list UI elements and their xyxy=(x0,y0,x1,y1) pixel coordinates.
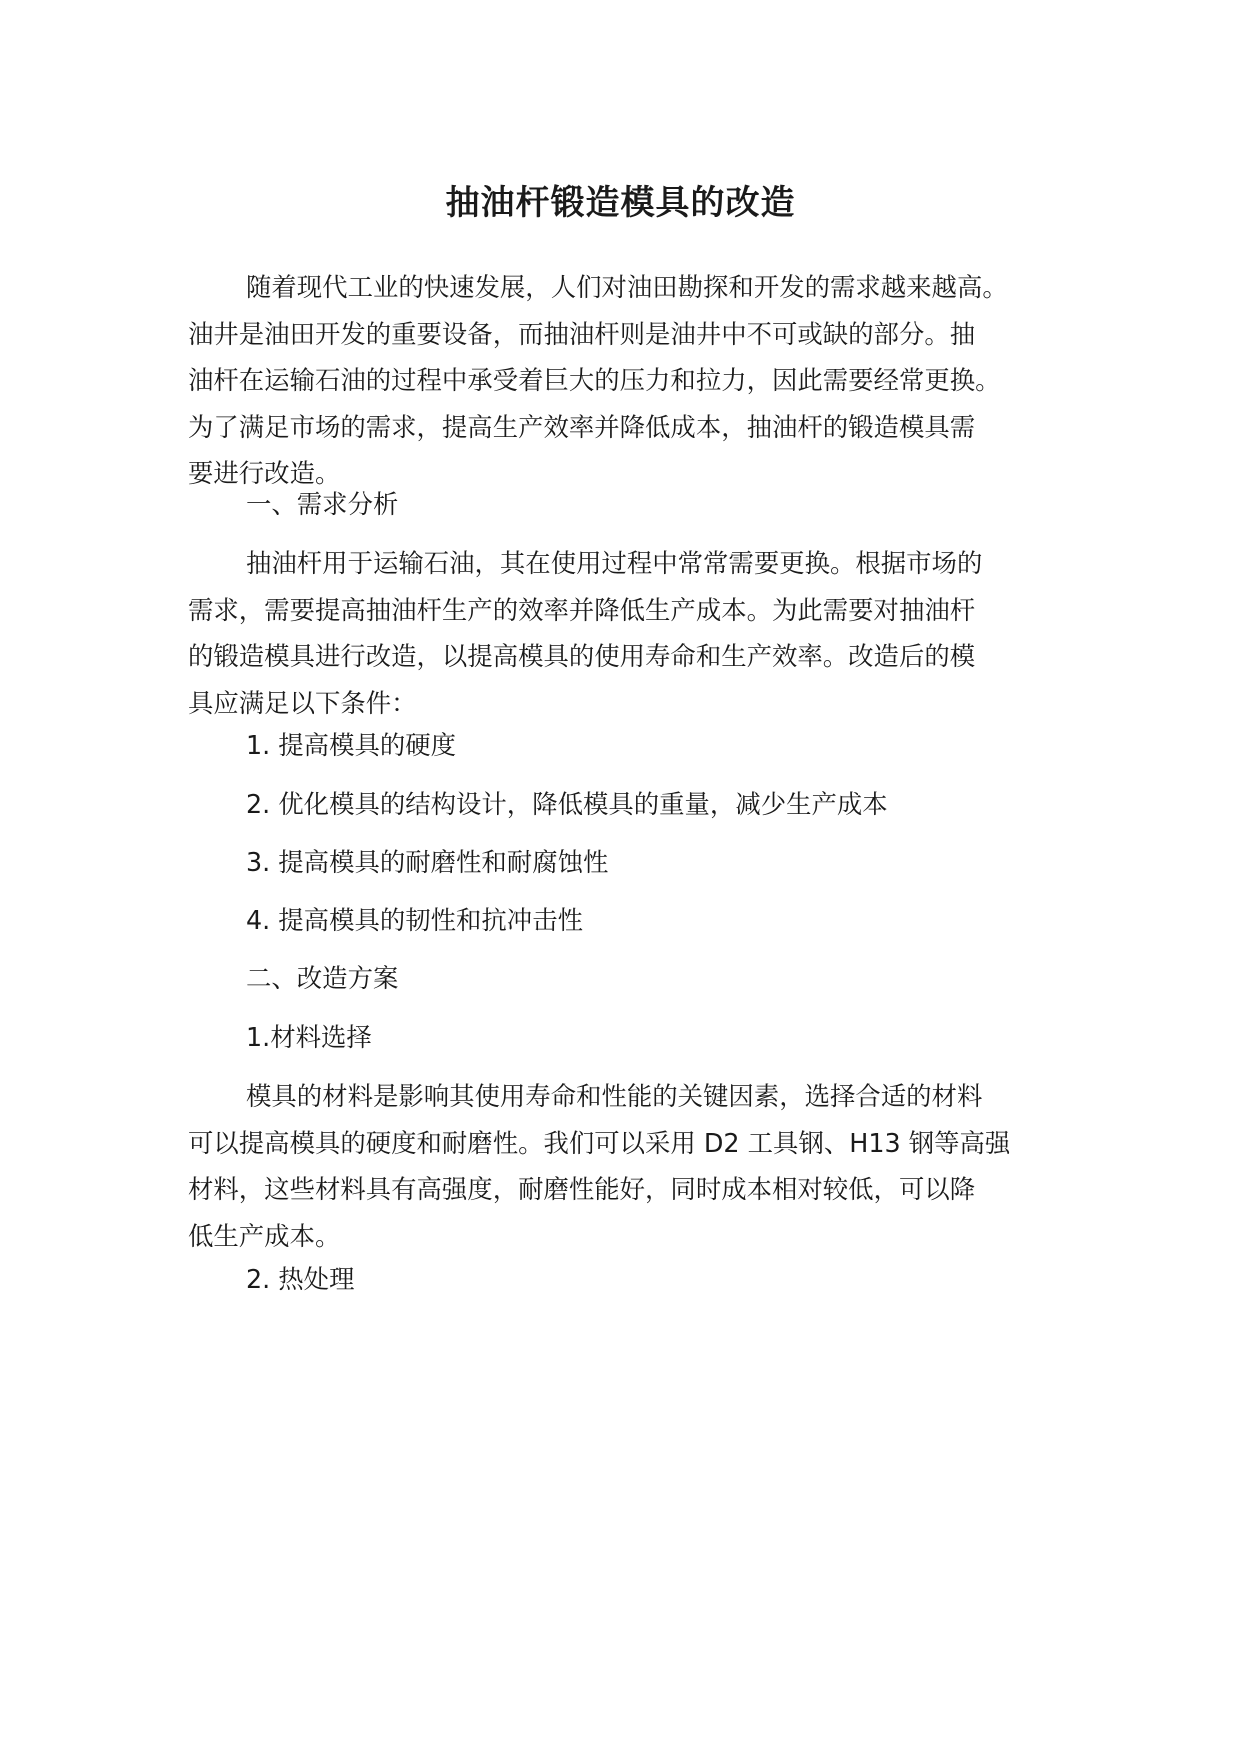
subheading-material-selection: 1.材料选择 xyxy=(246,1022,372,1052)
document-title: 抽油杆锻造模具的改造 xyxy=(445,183,796,223)
subheading-heat-treatment: 2. 热处理 xyxy=(246,1264,355,1294)
text-line: 可以提高模具的硬度和耐磨性。我们可以采用 D2 工具钢、H13 钢等高强 xyxy=(188,1127,1011,1158)
text-line: 需求，需要提高抽油杆生产的效率并降低生产成本。为此需要对抽油杆 xyxy=(188,594,976,625)
text-line: 具应满足以下条件： xyxy=(188,687,417,718)
text-line: 模具的材料是影响其使用寿命和性能的关键因素，选择合适的材料 xyxy=(246,1081,983,1111)
text-line: 随着现代工业的快速发展，人们对油田勘探和开发的需求越来越高。 xyxy=(246,272,1008,302)
text-line: 抽油杆用于运输石油，其在使用过程中常常需要更换。根据市场的 xyxy=(246,548,983,578)
material-selection-paragraph xyxy=(188,1073,1068,1259)
text-line: 的锻造模具进行改造，以提高模具的使用寿命和生产效率。改造后的模 xyxy=(188,641,976,671)
condition-item: 4. 提高模具的韧性和抗冲击性 xyxy=(246,905,583,935)
section-heading-demand-analysis: 一、需求分析 xyxy=(246,489,399,519)
demand-analysis-paragraph xyxy=(188,540,1068,726)
text-line: 要进行改造。 xyxy=(188,458,341,488)
text-line: 油杆在运输石油的过程中承受着巨大的压力和拉力，因此需要经常更换。 xyxy=(188,365,1001,395)
intro-paragraph xyxy=(188,264,1068,497)
condition-item: 1. 提高模具的硬度 xyxy=(246,730,457,760)
text-line: 为了满足市场的需求，提高生产效率并降低成本，抽油杆的锻造模具需 xyxy=(188,411,976,442)
section-heading-renovation-plan: 二、改造方案 xyxy=(246,963,399,993)
text-line: 油井是油田开发的重要设备，而抽油杆则是油井中不可或缺的部分。抽 xyxy=(188,318,976,349)
condition-item: 3. 提高模具的耐磨性和耐腐蚀性 xyxy=(246,847,609,877)
text-line: 低生产成本。 xyxy=(188,1220,341,1251)
condition-item: 2. 优化模具的结构设计，降低模具的重量，减少生产成本 xyxy=(246,789,888,819)
text-line: 材料，这些材料具有高强度，耐磨性能好，同时成本相对较低，可以降 xyxy=(188,1174,976,1204)
